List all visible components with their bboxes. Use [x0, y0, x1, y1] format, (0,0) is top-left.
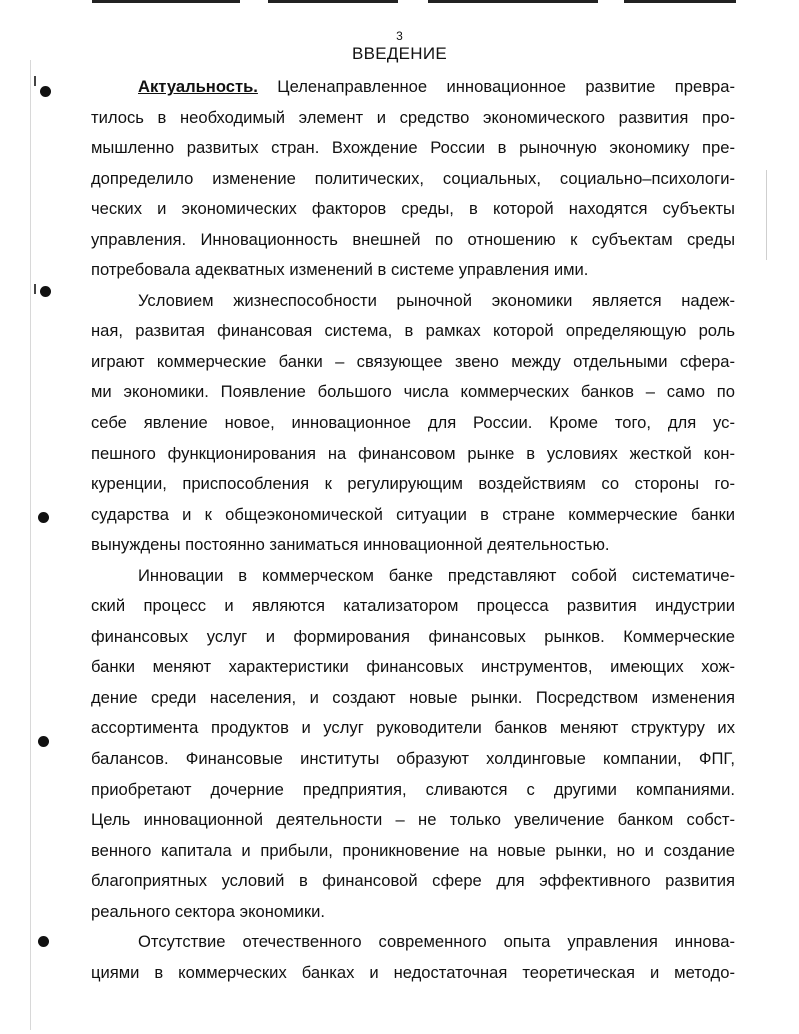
page-number: 3	[396, 29, 403, 43]
text-line: Отсутствие отечественного современного опыта управления иннова-	[138, 932, 735, 952]
scan-margin-line-right	[766, 170, 767, 260]
text-line: ческих и экономических факторов среды, в которой находятся субъекты	[91, 199, 735, 219]
text-line: венного капитала и прибыли, проникновение на новые рынки, но и создание	[91, 840, 735, 860]
binding-mark	[34, 284, 36, 294]
text-line: ассортимента продуктов и услуг руководители банков меняют структуру их	[91, 718, 735, 738]
text-line: пешного функционирования на финансовом рынке в условиях жесткой кон-	[91, 443, 735, 463]
text-line: вынуждены постоянно заниматься инновационной деятельностью.	[91, 535, 610, 555]
text-line: циями в коммерческих банках и недостаточная теоретическая и методо-	[91, 962, 735, 982]
text-line: Актуальность. Целенаправленное инновационное развитие превра-	[138, 77, 735, 96]
text-line: Условием жизнеспособности рыночной экономики является надеж-	[138, 290, 735, 310]
text-line: сударства и к общеэкономической ситуации в стране коммерческие банки	[91, 504, 735, 524]
text-line: ский процесс и являются катализатором процесса развития индустрии	[91, 596, 735, 616]
binding-hole	[38, 936, 49, 947]
text-line: допределило изменение политических, социальных, социально–психологи-	[91, 168, 735, 188]
scan-artifact-top	[0, 0, 799, 6]
text-line: ная, развитая финансовая система, в рамках которой определяющую роль	[91, 321, 735, 341]
page-title: ВВЕДЕНИЕ	[351, 44, 448, 63]
text-line: тилось в необходимый элемент и средство экономического развития про-	[91, 107, 735, 127]
document-body	[91, 72, 735, 988]
text-line: куренции, приспособления к регулирующим воздействиям со стороны го-	[91, 474, 735, 494]
binding-hole	[40, 86, 51, 97]
binding-mark	[34, 76, 36, 86]
text-line: банки меняют характеристики финансовых инструментов, имеющих хож-	[91, 657, 735, 677]
text-line: благоприятных условий в финансовой сфере для эффективного развития	[91, 871, 735, 891]
text-line: управления. Инновационность внешней по отношению к субъектам среды	[91, 229, 735, 249]
text-line: балансов. Финансовые институты образуют холдинговые компании, ФПГ,	[91, 749, 735, 769]
text-line: Инновации в коммерческом банке представляют собой систематиче-	[138, 565, 735, 585]
text-line: играют коммерческие банки – связующее звено между отдельными сфера-	[91, 351, 735, 371]
scan-margin-line	[30, 60, 31, 1030]
text-line: потребовала адекватных изменений в системе управления ими.	[91, 260, 589, 280]
text-line: ми экономики. Появление большого числа коммерческих банков – само по	[91, 382, 735, 402]
binding-hole	[40, 286, 51, 297]
lead-word: Актуальность.	[138, 77, 258, 96]
text-line: мышленно развитых стран. Вхождение России в рыночную экономику пре-	[91, 138, 735, 158]
text-line: дение среди населения, и создают новые рынки. Посредством изменения	[91, 687, 735, 707]
text-line: себе явление новое, инновационное для России. Кроме того, для ус-	[91, 413, 735, 433]
binding-hole	[38, 736, 49, 747]
text-line: Цель инновационной деятельности – не только увеличение банком собст-	[91, 810, 735, 830]
binding-hole	[38, 512, 49, 523]
text-line: приобретают дочерние предприятия, сливаются с другими компаниями.	[91, 779, 735, 799]
text-line: финансовых услуг и формирования финансовых рынков. Коммерческие	[91, 626, 735, 646]
text-line: реального сектора экономики.	[91, 901, 325, 921]
